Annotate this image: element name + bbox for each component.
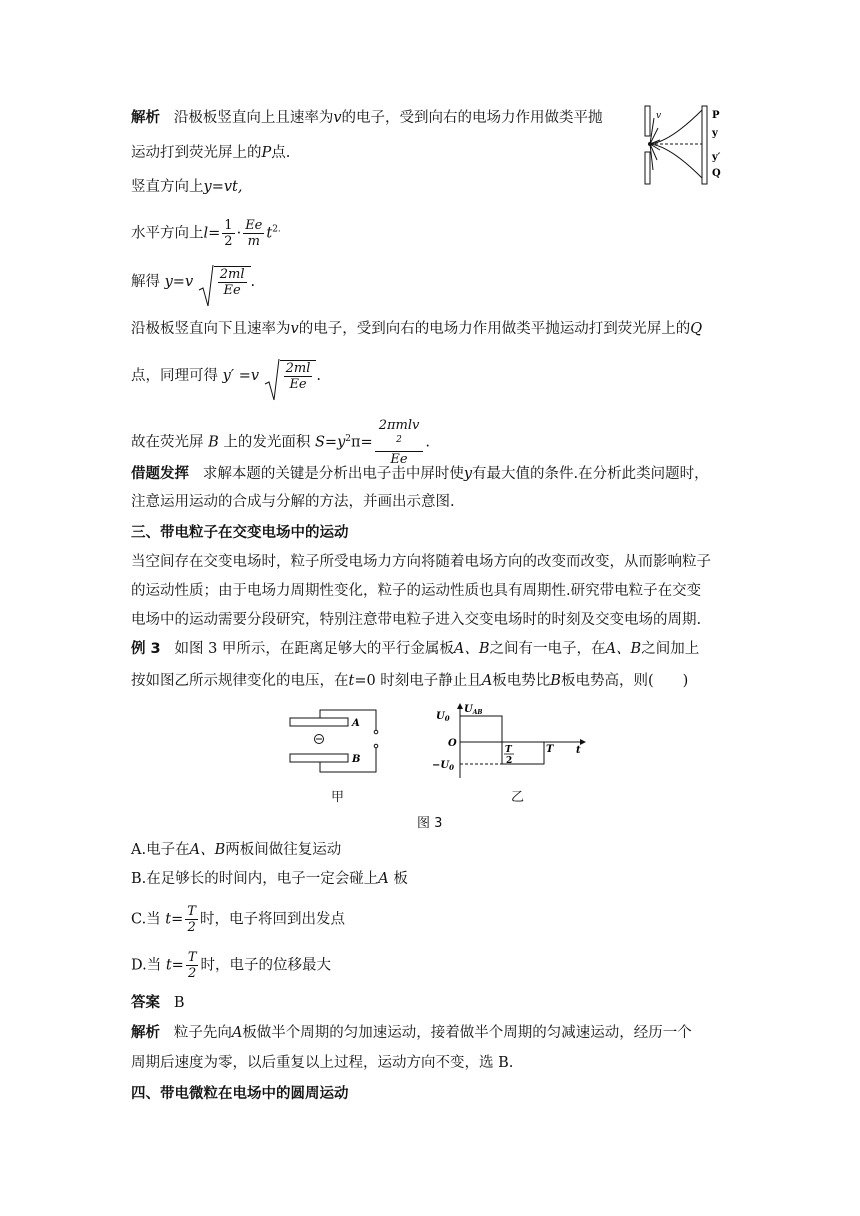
caption-jia: 甲 (331, 790, 345, 805)
svg-text:−U0: $-U_0$ (432, 760, 454, 772)
text: 板电势高，则( ) (560, 673, 689, 689)
fraction-T-2: $\frac{T}{2}$ (187, 950, 197, 981)
text: =0 时刻电子静止且 (354, 673, 482, 689)
var-A: A (481, 673, 493, 689)
label-U0: U (436, 711, 445, 722)
var-y: y (463, 466, 473, 482)
vertical-eq (131, 176, 242, 198)
text: 之间加上 (641, 641, 700, 657)
insight-label: 借题发挥 (131, 466, 189, 482)
fraction-Ee-m: $\frac{Ee}{m}$ (245, 218, 263, 249)
text: . (425, 434, 430, 451)
var-B: B (550, 673, 561, 689)
label-B: B (352, 754, 361, 765)
label-y: y (712, 128, 718, 139)
var: A、B (605, 641, 642, 657)
body-line-1: 当空间存在交变电场时，粒子所受电场力方向将随着电场方向的改变而改变，从而影响粒子 (131, 554, 711, 570)
fraction-2ml-Ee: $\frac{2ml}{Ee}$ (285, 361, 311, 392)
label-T-half-den: 2 (506, 756, 513, 766)
label-O: O (448, 738, 457, 749)
sqrt-icon (198, 264, 214, 308)
body-line-3: 电场中的运动需要分段研究，特别注意带电粒子进入交变电场时的时刻及交变电场的周期. (131, 612, 702, 628)
caption-yi: 乙 (511, 790, 525, 805)
horizontal-eq: 水平方向上l= $\frac{1}{2}$ · $\frac{Ee}{m}$ $t^{2.}$ (131, 218, 281, 249)
var-v: v (333, 110, 342, 126)
equation: S=y (314, 434, 346, 451)
figure-caption: 图 3 (417, 816, 443, 831)
area-eq: 故在荧光屏 B 上的发光面积 $S=y^2\pi=$ 2πmlv $^2$ Ee . (131, 418, 430, 468)
text: 求解本题的关键是分析出电子击中屏时使 (202, 466, 464, 482)
equation: y′ =v (222, 368, 260, 384)
text: π= (351, 434, 373, 451)
sqrt-expression (198, 266, 251, 298)
text: . (316, 368, 322, 384)
text: 点. (271, 145, 291, 161)
var-v: v (290, 321, 299, 337)
svg-text:U0: $U_0$ (436, 711, 450, 723)
answer-line (131, 992, 184, 1014)
text: 运动打到荧光屏上的 (131, 145, 262, 161)
text: 竖直方向上 (131, 179, 204, 195)
label-neg-U0: −U (432, 760, 450, 771)
similarly-eq (131, 360, 321, 392)
text: 的电子，受到向右的电场力作用做类平抛 (341, 110, 603, 126)
text: 之间有一电子，在 (489, 641, 606, 657)
analysis-label: 解析 (131, 1025, 160, 1041)
example-label: 例 3 (131, 641, 161, 657)
sqrt-icon (264, 358, 280, 402)
option-b: B.在足够长的时间内，电子一定会碰上A 板 (131, 871, 408, 887)
var-P: P (261, 145, 272, 161)
answer-value: B (173, 995, 185, 1011)
text: 的电子，受到向右的电场力作用做类平抛运动打到荧光屏上的 (298, 321, 691, 337)
label-v: v (656, 111, 662, 121)
label-Q: Q (712, 168, 721, 179)
text: 水平方向上 (131, 225, 204, 242)
label-y-prime: y′ (712, 152, 721, 163)
answer-label: 答案 (131, 995, 160, 1011)
section-heading-4: 四、带电微粒在电场中的圆周运动 (131, 1086, 349, 1102)
equation: y=v (164, 274, 194, 290)
var: A、B (453, 641, 490, 657)
option-c: C.当 t= $\frac{T}{2}$ 时，电子将回到出发点 (131, 904, 345, 935)
fraction-half: $\frac{1}{2}$ (224, 218, 233, 249)
fraction-2ml-Ee: $\frac{2ml}{Ee}$ (219, 267, 245, 298)
label-A: A (352, 718, 360, 729)
section-heading-3: 三、带电粒子在交变电场中的运动 (131, 525, 349, 541)
insight-line-2: 注意运用运动的合成与分解的方法，并画出示意图. (131, 494, 455, 510)
equation: l= (203, 225, 221, 242)
var-Q: Q (690, 321, 703, 337)
voltage-graph (430, 702, 590, 782)
answer-analysis-line-1: 解析 粒子先向A板做半个周期的匀加速运动，接着做半个周期的匀减速运动，经历一个 (131, 1025, 692, 1041)
analysis-line-1 (131, 107, 603, 129)
text: 沿极板竖直向下且速率为 (131, 321, 291, 337)
deflection-diagram (640, 104, 730, 186)
label-P: P (712, 110, 720, 121)
var-t: t (266, 225, 273, 242)
sqrt-expression (264, 360, 317, 392)
analysis-line-2 (131, 142, 290, 164)
text: 有最大值的条件.在分析此类问题时， (472, 466, 709, 482)
text: 如图 3 甲所示，在距离足够大的平行金属板 (174, 641, 454, 657)
text: 点，同理可得 (131, 368, 218, 384)
equation: y=vt, (203, 179, 243, 195)
analysis-label: 解析 (131, 110, 160, 126)
label-t: t (576, 745, 581, 756)
example-line-1 (131, 638, 699, 660)
var-B: B (208, 434, 219, 451)
answer-analysis-line-2: 周期后速度为零，以后重复以上过程，运动方向不变，选 B. (131, 1055, 514, 1071)
svg-text:UAB: $U_{AB}$ (464, 704, 483, 716)
body-line-2: 的运动性质；由于电场力周期性变化，粒子的运动性质也具有周期性.研究带电粒子在交变 (131, 583, 702, 599)
fraction-area: 2πmlv $^2$ Ee (375, 418, 424, 467)
var-t: t (348, 673, 355, 689)
downward-line (131, 318, 702, 340)
text: 解得 (131, 274, 160, 290)
text: . (250, 274, 256, 290)
exponent: 2. (272, 224, 281, 235)
plates-diagram (284, 706, 394, 776)
text: 板电势比 (492, 673, 551, 689)
text: 按如图乙所示规律变化的电压，在 (131, 673, 349, 689)
option-a: A.电子在A、B两板间做往复运动 (131, 842, 342, 858)
insight-line-1 (131, 463, 709, 485)
label-T-half-num: T (505, 745, 512, 755)
label-T: T (546, 744, 554, 755)
example-line-2 (131, 670, 688, 692)
text: 故在荧光屏 (131, 434, 204, 451)
solution-eq (131, 266, 255, 298)
text: 沿极板竖直向上且速率为 (173, 110, 334, 126)
option-d: D.当 t= $\frac{T}{2}$ 时，电子的位移最大 (131, 950, 331, 981)
label-UAB: U (464, 704, 473, 715)
fraction-T-2: $\frac{T}{2}$ (187, 904, 196, 935)
text: 上的发光面积 (223, 434, 311, 451)
